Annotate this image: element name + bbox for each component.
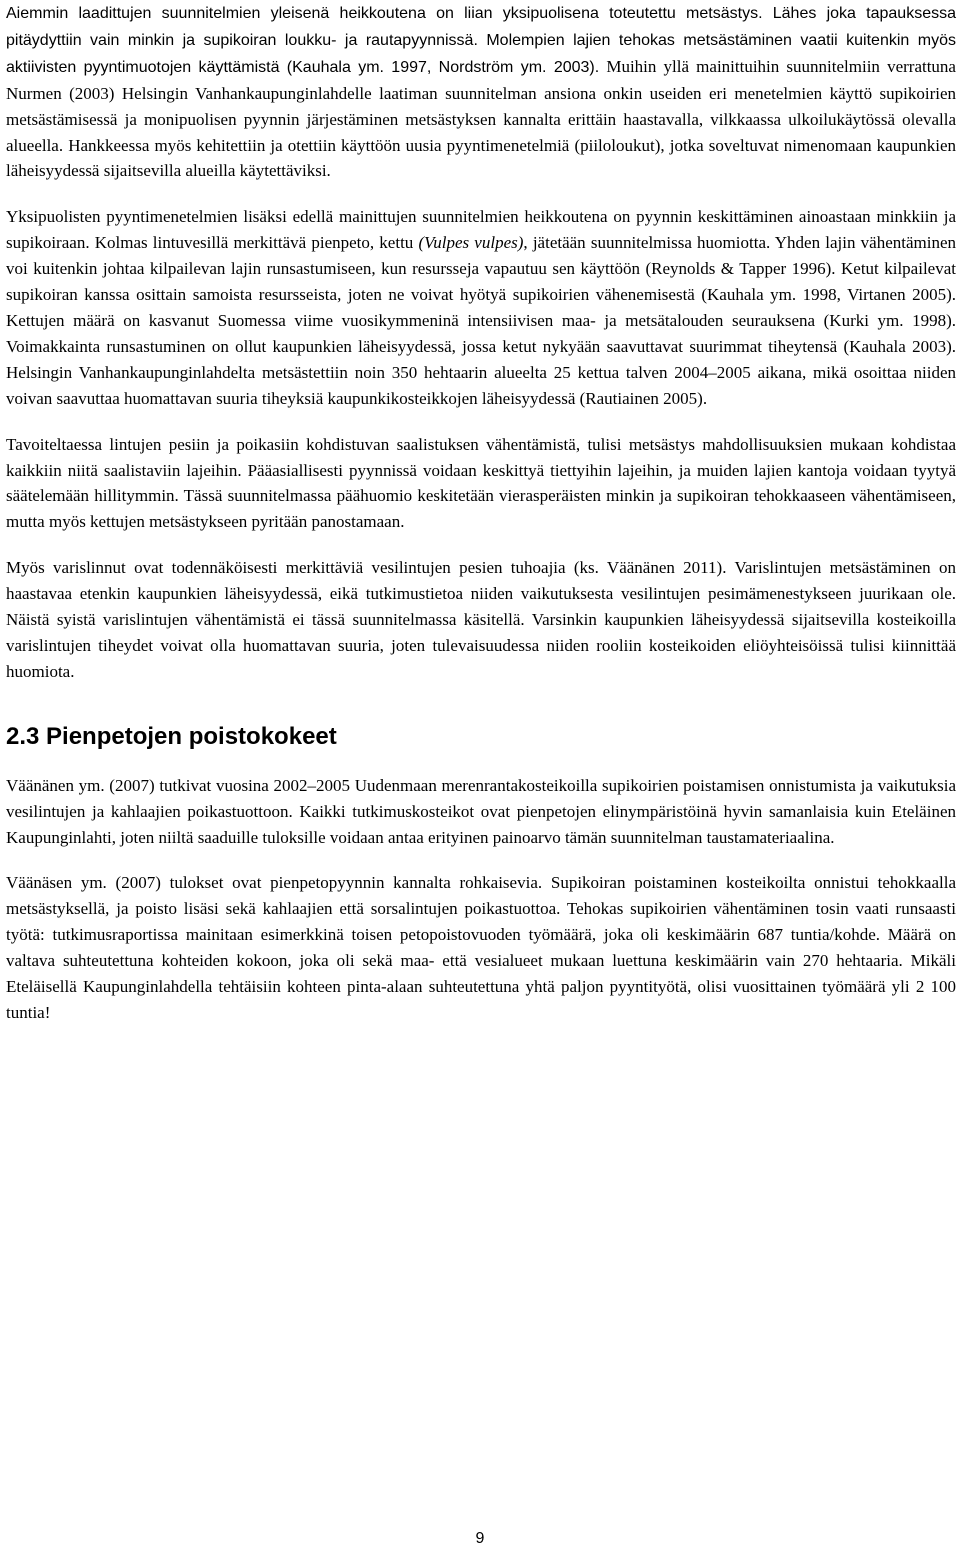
- section-heading: 2.3 Pienpetojen poistokokeet: [6, 722, 337, 750]
- page-number: 9: [475, 1530, 485, 1547]
- paragraph-corvids: Myös varislinnut ovat todennäköisesti merkittäviä vesilintujen pesien tuhoajia (ks. Väänänen 2011). Varislintujen metsästäminen on haastavaa etenkin kaupunkien läheisyydessä, eikä tutkimustietoa niiden vaikutuksesta vesilintujen pesimämenestykseen juurikaan ole. Näistä syistä varislintujen vähentämistä ei tässä suunnitelmassa käsitellä. Varsinkin kaupunkien läheisyydessä sijaitsevilla kosteikoilla varislintujen tiheydet voivat olla huomattavan suuria, joten tulevaisuudessa niiden rooliin kosteikoiden eliöyhteisöissä tulisi kiinnittää huomiota.: [6, 558, 956, 681]
- paragraph-one-sided-methods-part-2: , jätetään suunnitelmissa huomiotta. Yhden lajin vähentäminen voi kuitenkin johtaa kilpailevan lajin runsastumiseen, kun resursseja vapautuu sen käyttöön (Reynolds & Tapper 1996). Ketut kilpailevat supikoiran kanssa osittain samoista resursseista, joten ne voivat hyötyä supikoirien vähenemisestä (Kauhala ym. 1998, Virtanen 2005). Kettujen määrä on kasvanut Suomessa viime vuosikymmeninä intensiivisen maa- ja metsätalouden seurauksena (Kurki ym. 1998). Voimakkainta runsastuminen on ollut kaupunkien läheisyydessä, jossa ketut nykyään saavuttavat suurimmat tiheytensä (Kauhala 2003). Helsingin Vanhankaupunginlahdelta metsästettiin noin 350 hehtaarin alueelta 25 kettua talven 2004–2005 aikana, mikä osoittaa niiden voivan saavuttaa huomattavan suuria tiheyksiä kaupunkikosteikkojen läheisyydessä (Rautiainen 2005).: [6, 233, 957, 408]
- paragraph-hunting-goals: Tavoiteltaessa lintujen pesiin ja poikasiin kohdistuvan saalistuksen vähentämistä, tulisi metsästys mahdollisuuksien mukaan kohdistaa kaikkiin niitä saalistaviin lajeihin. Pääasiallisesti pyynnissä voidaan keskittyä tiettyihin lajeihin, ja muiden lajien kantoja voidaan tyytyä säätelemään hillitymmin. Tässä suunnitelmassa päähuomio keskitetään vierasperäisten minkin ja supikoiran tehokkaaseen vähentämiseen, mutta myös kettujen metsästykseen pyritään panostamaan.: [6, 434, 956, 532]
- paragraph-previous-plans: [6, 0, 956, 184]
- paragraph-one-sided-methods: [6, 204, 956, 411]
- paragraph-removal-study: Väänänen ym. (2007) tutkivat vuosina 2002–2005 Uudenmaan merenrantakosteikoilla supikoirien poistamisen onnistumista ja vaikutuksia vesilintujen ja kahlaajien poikastuottoon. Kaikki tutkimuskosteikot ovat pienpetojen elinympäristöinä hyvin samanlaisia kuin Eteläinen Kaupunginlahti, joten niiltä saaduille tuloksille voidaan antaa erityinen painoarvo tämän suunnitelman taustamateriaalina.: [6, 775, 956, 847]
- species-name-fox: (Vulpes vulpes): [418, 233, 524, 253]
- paragraph-previous-plans-sans-part: Aiemmin laadittujen suunnitelmien yleisenä heikkoutena on liian yksipuolisena toteutettu metsästys. Lähes joka tapauksessa pitäydyttiin vain minkin ja supikoiran loukku- ja rautapyynnissä. Molempien lajien tehokas metsästäminen vaatii kuitenkin myös aktiivisten pyyntimuotojen käyttämistä (Kauhala ym. 1997, Nordström ym. 2003).: [6, 5, 956, 76]
- paragraph-one-sided-methods-part-1: Yksipuolisten pyyntimenetelmien lisäksi edellä mainittujen suunnitelmien heikkoutena on pyynnin keskittäminen ainoastaan minkkiin ja supikoiraan. Kolmas lintuvesillä merkittävä pienpeto, kettu: [6, 207, 956, 253]
- paragraph-removal-results: Väänäsen ym. (2007) tulokset ovat pienpetopyynnin kannalta rohkaisevia. Supikoiran poistaminen kosteikoilta onnistui tehokkaalla metsästyksellä, ja poisto lisäsi sekä kahlaajien että sorsalintujen poikastuottoa. Tehokas supikoirien vähentäminen tosin vaati runsaasti työtä: tutkimusraportissa mainitaan esimerkkinä toisen petopoistovuoden työmäärä, joka oli keskimäärin 687 tuntia/kohde. Määrä on valtava suhteutettuna kohteiden kokoon, joka oli sekä maa- että vesialueet mukaan luettuna keskimäärin vain 270 hehtaaria. Mikäli Eteläisellä Kaupunginlahdella tehtäisiin kohteen pinta-alaan suhteutettuna yhtä paljon pyyntityötä, olisi vuosittainen työmäärä yli 2 100 tuntia!: [6, 873, 956, 1022]
- document-page: [6, 0, 956, 1046]
- paragraph-previous-plans-serif-part: Muihin yllä mainittuihin suunnitelmiin verrattuna Nurmen (2003) Helsingin Vanhankaupunginlahdelle laatiman suunnitelman ansiona onkin useiden eri menetelmien käyttö supikoirien metsästämisessä ja monipuolisen pyynnin järjestäminen metsästyksen kannalta erittäin haastavalla, vilkkaassa ulkoilukäytössä olevalla alueella. Hankkeessa myös kehitettiin ja otettiin käyttöön uusia pyyntimenetelmiä (piiloloukut), jotka soveltuvat nimenomaan kaupunkien läheisyydessä sijaitsevilla alueilla käytettäviksi.: [6, 56, 956, 181]
